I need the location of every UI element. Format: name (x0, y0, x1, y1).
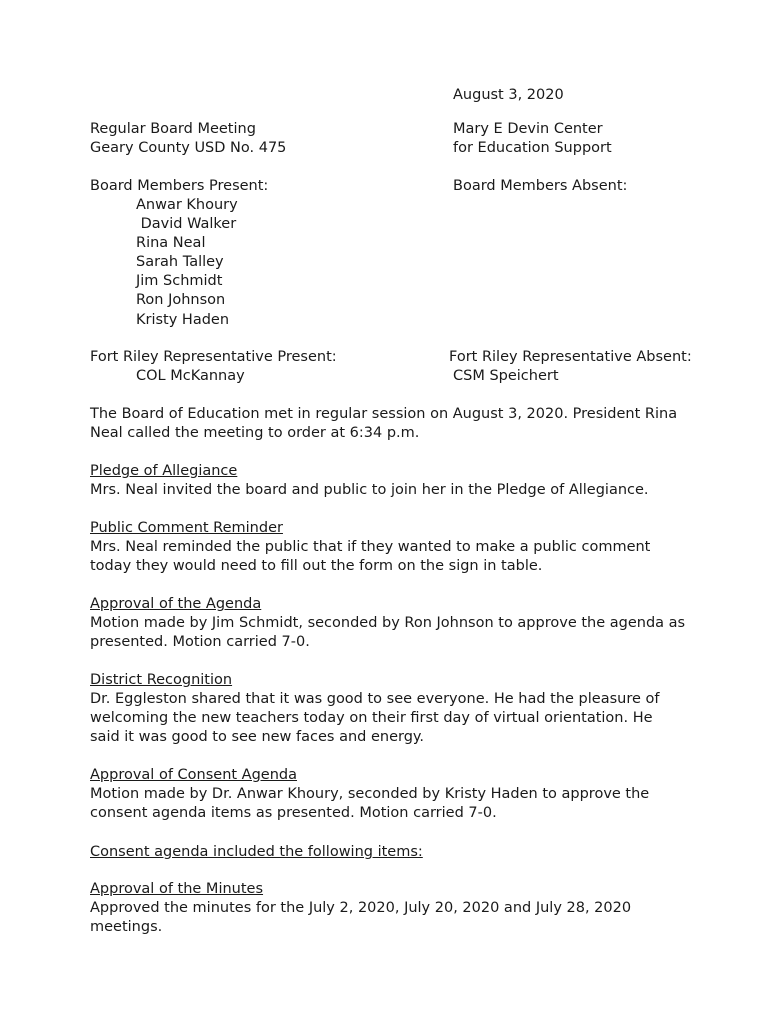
members-present-label: Board Members Present: (90, 178, 269, 194)
member-present: Kristy Haden (136, 312, 230, 328)
meeting-date: August 3, 2020 (453, 87, 564, 103)
section-title-consent: Approval of Consent Agenda (90, 767, 298, 783)
section-body-consent: Motion made by Dr. Anwar Khoury, seconded by Kristy Haden to approve the consent agenda items as presented. Motion carried 7-0. (90, 786, 650, 821)
fort-riley-present-name: COL McKannay (136, 368, 245, 384)
member-present: Sarah Talley (136, 254, 224, 270)
member-present: David Walker (136, 216, 237, 232)
fort-riley-present-label: Fort Riley Representative Present: (90, 349, 337, 365)
member-present: Anwar Khoury (136, 197, 238, 213)
section-title-agenda: Approval of the Agenda (90, 596, 262, 612)
section-title-consent-included: Consent agenda included the following items: (90, 844, 423, 860)
fort-riley-absent-name: CSM Speichert (453, 368, 559, 384)
member-present: Jim Schmidt (136, 273, 223, 289)
intro-paragraph: The Board of Education met in regular session on August 3, 2020. President Rina Neal called the meeting to order at 6:34 p.m. (90, 406, 678, 441)
member-present: Ron Johnson (136, 292, 226, 308)
location-line-2: for Education Support (453, 140, 612, 156)
section-title-public-comment: Public Comment Reminder (90, 520, 283, 536)
section-body-minutes: Approved the minutes for the July 2, 2020, July 20, 2020 and July 28, 2020 meetings. (90, 900, 632, 935)
section-body-pledge: Mrs. Neal invited the board and public to join her in the Pledge of Allegiance. (90, 482, 649, 498)
section-body-recognition: Dr. Eggleston shared that it was good to see everyone. He had the pleasure of welcoming the new teachers today on their first day of virtual orientation. He said it was good to see new faces and energy. (90, 691, 660, 745)
meeting-type: Regular Board Meeting (90, 121, 256, 137)
section-body-public-comment: Mrs. Neal reminded the public that if they wanted to make a public comment today they would need to fill out the form on the sign in table. (90, 539, 651, 574)
members-absent-label: Board Members Absent: (453, 178, 628, 194)
member-present: Rina Neal (136, 235, 206, 251)
district-name: Geary County USD No. 475 (90, 140, 287, 156)
location-line-1: Mary E Devin Center (453, 121, 603, 137)
fort-riley-absent-label: Fort Riley Representative Absent: (449, 349, 692, 365)
section-title-pledge: Pledge of Allegiance (90, 463, 238, 479)
section-title-minutes: Approval of the Minutes (90, 881, 264, 897)
section-body-agenda: Motion made by Jim Schmidt, seconded by Ron Johnson to approve the agenda as presented. Motion carried 7-0. (90, 615, 686, 650)
section-title-recognition: District Recognition (90, 672, 233, 688)
